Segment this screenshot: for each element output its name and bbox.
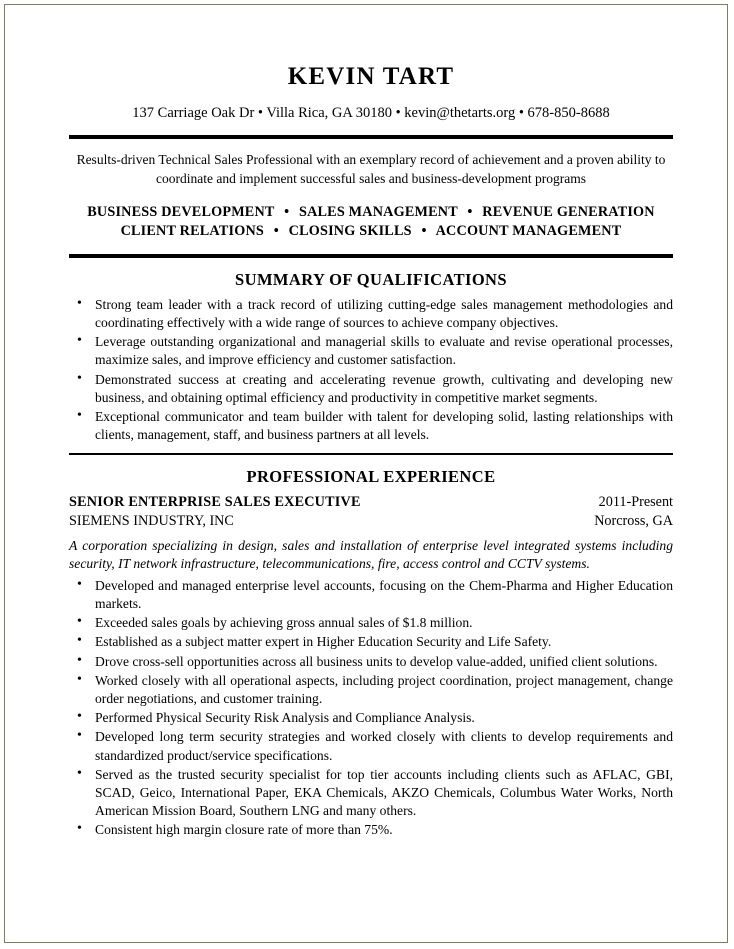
list-item: • Developed long term security strategies and worked closely with clients to develop requirements and standardized product/service specifications. bbox=[69, 728, 673, 764]
list-item: • Exceeded sales goals by achieving gross annual sales of $1.8 million. bbox=[69, 614, 673, 632]
list-item: • Demonstrated success at creating and accelerating revenue growth, cultivating and developing new business, and obtaining optimal efficiency and productivity in competitive market segments. bbox=[69, 371, 673, 407]
job-title-row bbox=[69, 493, 673, 511]
spacer bbox=[69, 445, 673, 453]
job-dates: 2011-Present bbox=[598, 494, 673, 511]
contact-line: 137 Carriage Oak Dr • Villa Rica, GA 30180 • kevin@thetarts.org • 678-850-8688 bbox=[132, 104, 610, 121]
resume-content-column bbox=[69, 5, 673, 841]
competency-item: REVENUE GENERATION bbox=[482, 204, 655, 221]
job-location: Norcross, GA bbox=[594, 512, 673, 529]
competency-line-1 bbox=[69, 203, 673, 222]
competency-item: BUSINESS DEVELOPMENT bbox=[87, 204, 275, 221]
list-item: • Leverage outstanding organizational and managerial skills to evaluate and revise operational processes, maximize sales, and improve efficiency and customer satisfaction. bbox=[69, 333, 673, 369]
section-heading-experience: PROFESSIONAL EXPERIENCE bbox=[246, 467, 496, 487]
divider-thick-competencies bbox=[69, 254, 673, 258]
competency-separator: • bbox=[421, 223, 427, 240]
list-item: • Established as a subject matter expert in Higher Education Security and Life Safety. bbox=[69, 633, 673, 651]
job-description: A corporation specializing in design, sales and installation of enterprise level integrated systems including security, IT network infrastructure, telecommunications, fire, access control and CCTV systems. bbox=[69, 537, 673, 572]
divider-thick-top bbox=[69, 135, 673, 139]
page-title: KEVIN TART bbox=[287, 63, 455, 90]
core-competencies bbox=[69, 203, 673, 240]
list-item: • Developed and managed enterprise level accounts, focusing on the Chem-Pharma and Higher Education markets. bbox=[69, 577, 673, 613]
list-item: • Served as the trusted security specialist for top tier accounts including clients such as AFLAC, GBI, SCAD, Geico, International Paper, EKA Chemicals, AKZO Chemicals, Columbus Water Works, North American Mission Board, Southern LNG and many others. bbox=[69, 766, 673, 821]
job-company: SIEMENS INDUSTRY, INC bbox=[69, 512, 234, 529]
competency-item: ACCOUNT MANAGEMENT bbox=[435, 223, 622, 240]
competency-separator: • bbox=[284, 204, 290, 221]
profile-statement: Results-driven Technical Sales Professional with an exemplary record of achievement and a proven ability to coordinate and implement successful sales and business-development programs bbox=[76, 152, 666, 186]
job-title: SENIOR ENTERPRISE SALES EXECUTIVE bbox=[69, 494, 361, 511]
list-item: • Consistent high margin closure rate of more than 75%. bbox=[69, 821, 673, 839]
competency-line-2 bbox=[69, 222, 673, 241]
list-item: • Strong team leader with a track record of utilizing cutting-edge sales management methodologies and coordinating effectively with a wide range of sources to achieve company objectives. bbox=[69, 296, 673, 332]
summary-bullet-list bbox=[69, 296, 673, 445]
list-item: • Performed Physical Security Risk Analysis and Compliance Analysis. bbox=[69, 709, 673, 727]
resume-page bbox=[4, 4, 728, 943]
list-item: • Worked closely with all operational aspects, including project coordination, project management, change order negotiations, and customer training. bbox=[69, 672, 673, 708]
resume-page-inner bbox=[5, 5, 727, 942]
list-item: • Drove cross-sell opportunities across all business units to develop value-added, unified client solutions. bbox=[69, 653, 673, 671]
competency-separator: • bbox=[273, 223, 279, 240]
section-heading-summary: SUMMARY OF QUALIFICATIONS bbox=[235, 269, 507, 289]
job-company-row bbox=[69, 512, 673, 530]
competency-separator: • bbox=[467, 204, 473, 221]
competency-item: CLIENT RELATIONS bbox=[120, 223, 264, 240]
job-bullet-list bbox=[69, 577, 673, 840]
competency-item: SALES MANAGEMENT bbox=[298, 204, 458, 221]
list-item: • Exceptional communicator and team builder with talent for developing solid, lasting relationships with clients, management, staff, and business partners at all levels. bbox=[69, 408, 673, 444]
divider-thin-summary bbox=[69, 453, 673, 455]
competency-item: CLOSING SKILLS bbox=[288, 223, 412, 240]
